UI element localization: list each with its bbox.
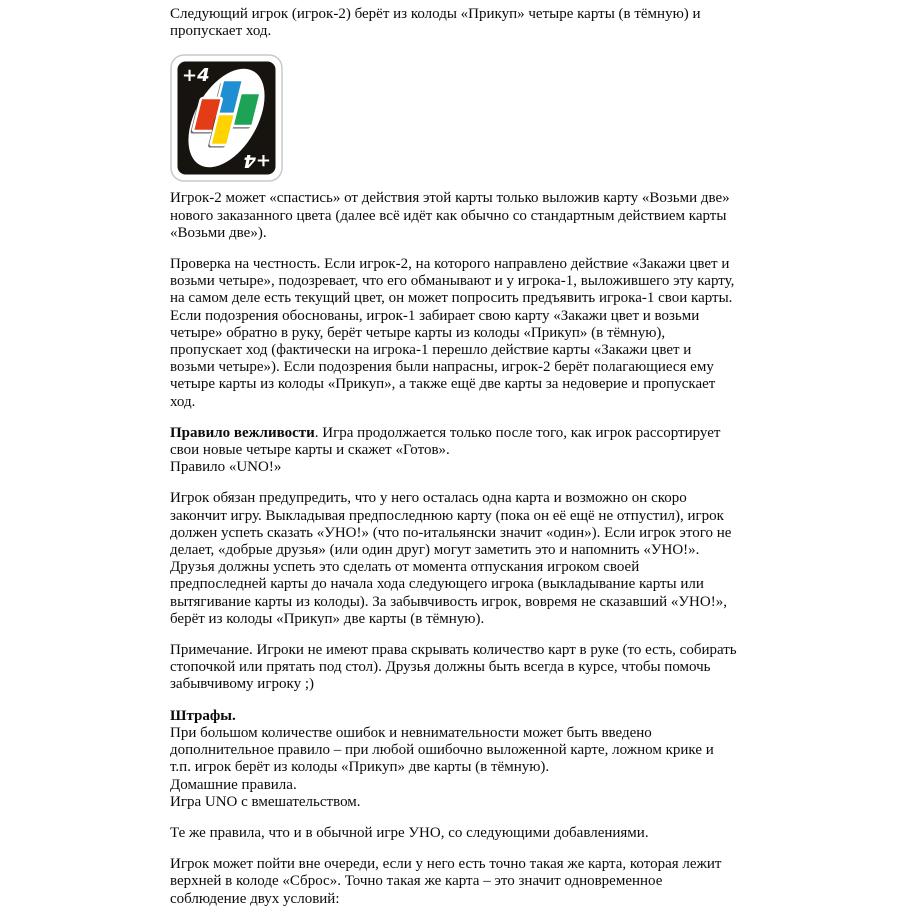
paragraph-politeness-rule — [170, 425, 737, 477]
uno-plus-four-card-icon — [170, 54, 283, 182]
paragraph-escape-with-draw-two: Игрок-2 может «спастись» от действия этой карты только выложив карту «Возьми две» нового заказанного цвета (далее всё идёт как обычно со стандартным действием карты «Возьми две»). — [170, 190, 730, 241]
card-plus-four-label-top: +4 — [182, 65, 210, 87]
paragraph-same-rules-additions: Те же правила, что и в обычной игре УНО, со следующими добавлениями. — [170, 824, 649, 841]
paragraph-out-of-turn-play: Игрок может пойти вне очереди, если у него есть точно такая же карта, которая лежит верхней в колоде «Сброс». Точно такая же карта – это значит одновременное соблюдение двух условий: — [170, 856, 722, 907]
house-rules-title: Домашние правила. — [170, 776, 297, 793]
politeness-rule-lead: Правило вежливости — [170, 424, 315, 441]
uno-rule-title: Правило «UNO!» — [170, 459, 282, 476]
penalties-text: При большом количестве ошибок и невнимательности может быть введено дополнительное правило – при любой ошибочно выложенной карте, ложном крике и т.п. игрок берёт из колоды «Прикуп» две карты (в тёмную). — [170, 724, 714, 776]
card-plus-four-label-bottom: +4 — [243, 150, 271, 172]
penalties-heading: Штрафы. — [170, 707, 236, 724]
paragraph-uno-rule: Игрок обязан предупредить, что у него осталась одна карта и возможно он скоро закончит игру. Выкладывая предпоследнюю карту (пока он её ещё не отпустил), игрок должен успеть сказать «УНО!» (что по-итальянски значит «один»). Если игрок этого не делает, «добрые друзья» (или один друг) могут заметить это и напомнить «УНО!». Друзья должны успеть это сделать от момента отпускания игроком своей предпоследней карты до начала хода следующего игрока (выкладывание карты или вытягивание карты из колоды). За забывчивость игрок, вовремя не сказавший «УНО!», берёт из колоды «Прикуп» две карты (в тёмную). — [170, 490, 732, 627]
politeness-rule-text: . Игра продолжается только после того, как игрок рассортирует свои новые четыре карты и скажет «Готов». — [170, 424, 721, 459]
document-page — [170, 6, 737, 922]
paragraph-note-card-count: Примечание. Игроки не имеют права скрывать количество карт в руке (то есть, собирать стопочкой или прятать под стол). Друзья должны быть всегда в курсе, чтобы помочь забывчивому игроку ;) — [170, 642, 737, 693]
paragraph-honesty-check: Проверка на честность. Если игрок-2, на которого направлено действие «Закажи цвет и возьми четыре», подозревает, что его обманывают и у игрока-1, выложившего эту карту, на самом деле есть текущий цвет, он может попросить предъявить игрока-1 свои карты. Если подозрения обоснованы, игрок-1 забирает свою карту «Закажи цвет и возьми четыре» обратно в руку, берёт четыре карты из колоды «Прикуп» (в тёмную), пропускает ход (фактически на игрока-1 перешло действие карты «Закажи цвет и возьми четыре»). Если подозрения были напрасны, игрок-2 берёт полагающиеся ему четыре карты из колоды «Прикуп», а также ещё две карты за недоверие и пропускает ход. — [170, 256, 735, 410]
paragraph-next-player-draws-four: Следующий игрок (игрок-2) берёт из колоды «Прикуп» четыре карты (в тёмную) и пропускает ход. — [170, 6, 701, 40]
section-penalties — [170, 708, 737, 811]
uno-wild-draw-four-card — [170, 54, 283, 182]
uno-intervention-title: Игра UNO с вмешательством. — [170, 793, 361, 810]
